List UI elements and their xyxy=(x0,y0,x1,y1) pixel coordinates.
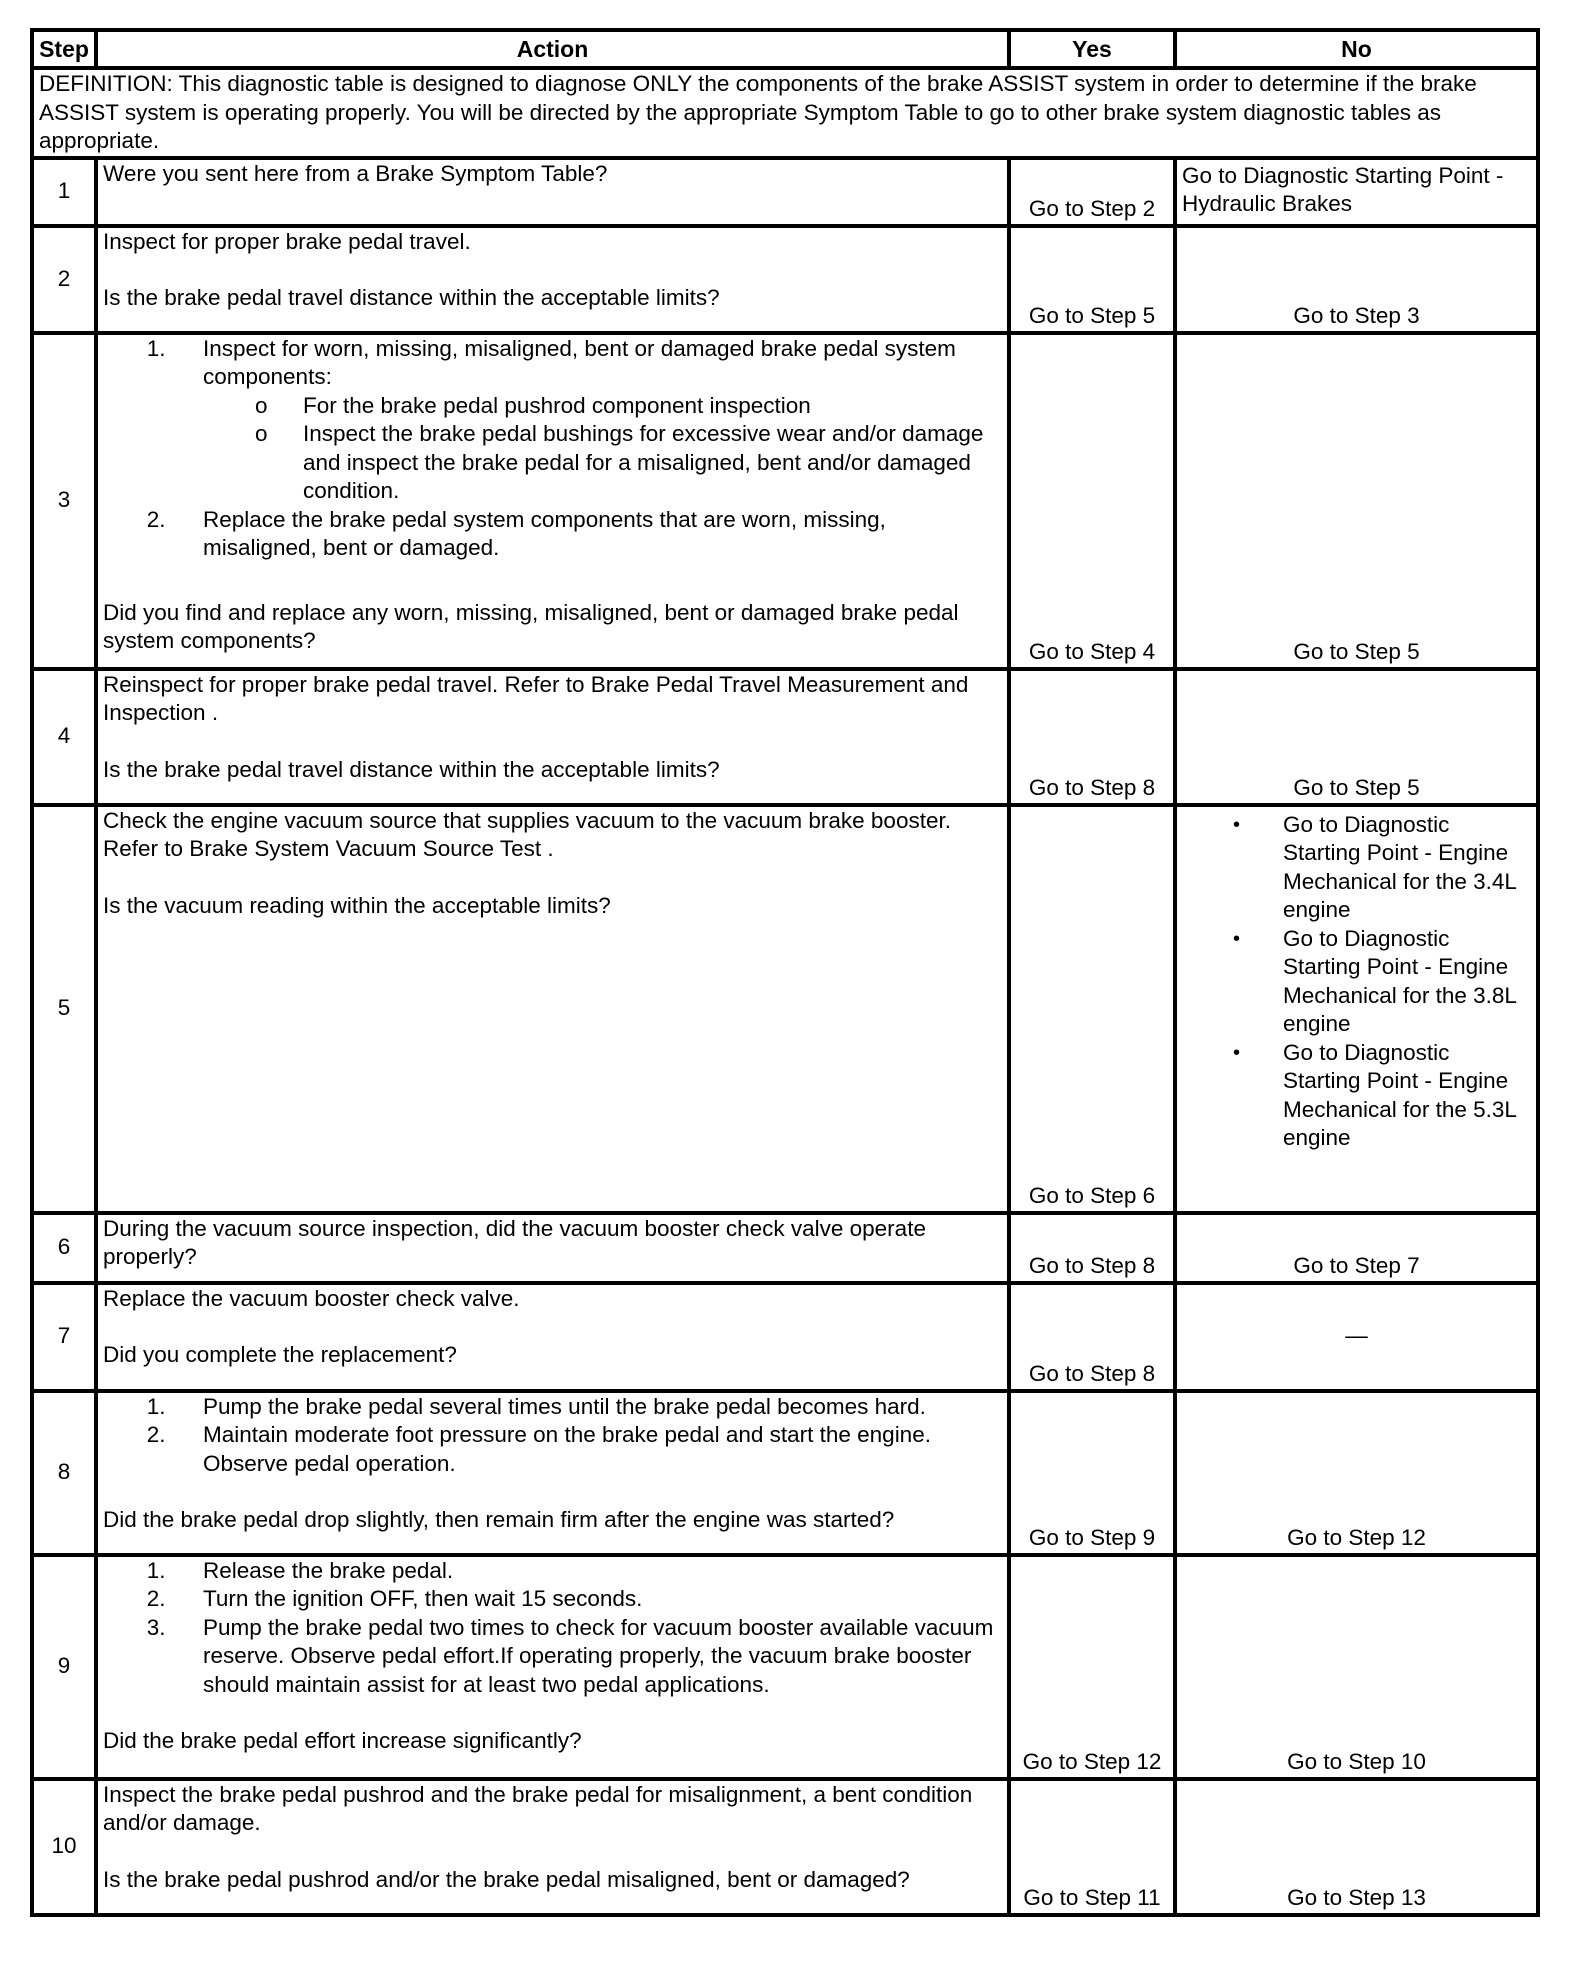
table-row xyxy=(32,805,1538,1213)
yes-cell: Go to Step 11 xyxy=(1009,1779,1175,1915)
action-cell xyxy=(96,158,1009,226)
question-text: Is the brake pedal travel distance within the acceptable limits? xyxy=(103,285,720,310)
action-text: Check the engine vacuum source that supplies vacuum to the vacuum brake booster. Refer to Brake System Vacuum Source Test . xyxy=(103,807,951,861)
action-text: Inspect the brake pedal pushrod and the brake pedal for misalignment, a bent condition and/or damage. xyxy=(103,1781,973,1835)
list-item: • Go to Diagnostic Starting Point - Engine Mechanical for the 5.3L engine xyxy=(1233,1039,1517,1150)
no-cell: Go to Step 13 xyxy=(1175,1779,1538,1915)
yes-cell: Go to Step 8 xyxy=(1009,1283,1175,1391)
step-number: 8 xyxy=(32,1391,96,1555)
yes-cell: Go to Step 9 xyxy=(1009,1391,1175,1555)
question-text: During the vacuum source inspection, did the vacuum booster check valve operate properly? xyxy=(103,1215,926,1269)
sub-list-item: o For the brake pedal pushrod component inspection xyxy=(303,392,1002,421)
action-text: Replace the vacuum booster check valve. xyxy=(103,1285,520,1311)
no-cell xyxy=(1175,805,1538,1213)
step-number: 2 xyxy=(32,226,96,333)
yes-cell: Go to Step 5 xyxy=(1009,226,1175,333)
no-cell: — xyxy=(1175,1283,1538,1391)
question-text: Did you find and replace any worn, missing, misaligned, bent or damaged brake pedal system components? xyxy=(103,599,959,653)
question-text: Is the vacuum reading within the acceptable limits? xyxy=(103,892,611,918)
action-text: Reinspect for proper brake pedal travel. Refer to Brake Pedal Travel Measurement and Inspection . xyxy=(103,671,969,725)
no-cell: Go to Step 3 xyxy=(1175,226,1538,333)
definition-row xyxy=(32,68,1538,158)
numbered-list xyxy=(103,1393,1002,1479)
definition-text: DEFINITION: This diagnostic table is designed to diagnose ONLY the components of the brake ASSIST system in order to determine if the brake ASSIST system is operating properly. You will be directed by the appropriate Symptom Table to go to other brake system diagnostic tables as appropriate. xyxy=(32,68,1538,158)
yes-cell: Go to Step 8 xyxy=(1009,669,1175,805)
table-row xyxy=(32,333,1538,669)
step-number: 3 xyxy=(32,333,96,669)
action-cell xyxy=(96,805,1009,1213)
diagnostic-table xyxy=(30,28,1540,1917)
list-item: 2. Maintain moderate foot pressure on the brake pedal and start the engine. Observe pedal operation. xyxy=(203,1421,1002,1478)
table-row xyxy=(32,158,1538,226)
list-item: 2. Replace the brake pedal system components that are worn, missing, misaligned, bent or damaged. xyxy=(203,506,1002,563)
header-yes: Yes xyxy=(1009,30,1175,68)
table-row xyxy=(32,1283,1538,1391)
bullet-icon: • xyxy=(1233,927,1241,950)
no-cell: Go to Step 7 xyxy=(1175,1213,1538,1283)
no-cell: Go to Step 10 xyxy=(1175,1555,1538,1779)
step-number: 5 xyxy=(32,805,96,1213)
action-cell xyxy=(96,669,1009,805)
yes-cell: Go to Step 4 xyxy=(1009,333,1175,669)
table-row xyxy=(32,669,1538,805)
list-item: • Go to Diagnostic Starting Point - Engine Mechanical for the 3.4L engine xyxy=(1233,811,1517,922)
table-row xyxy=(32,1779,1538,1915)
step-number: 7 xyxy=(32,1283,96,1391)
yes-cell: Go to Step 8 xyxy=(1009,1213,1175,1283)
circle-bullet-icon: o xyxy=(255,421,268,446)
action-cell xyxy=(96,1555,1009,1779)
no-cell: Go to Step 5 xyxy=(1175,669,1538,805)
yes-cell: Go to Step 12 xyxy=(1009,1555,1175,1779)
numbered-list xyxy=(103,1557,1002,1700)
numbered-list xyxy=(103,335,1002,563)
step-number: 10 xyxy=(32,1779,96,1915)
header-no: No xyxy=(1175,30,1538,68)
sub-list xyxy=(203,392,1002,506)
table-row xyxy=(32,1555,1538,1779)
action-cell xyxy=(96,333,1009,669)
table-row xyxy=(32,226,1538,333)
list-item: 2. Turn the ignition OFF, then wait 15 seconds. xyxy=(203,1585,1002,1614)
question-text: Did the brake pedal drop slightly, then remain firm after the engine was started? xyxy=(103,1507,895,1532)
bullet-icon: • xyxy=(1233,1041,1241,1064)
no-options-list xyxy=(1182,811,1531,1153)
no-cell: Go to Step 12 xyxy=(1175,1391,1538,1555)
action-cell xyxy=(96,226,1009,333)
question-text: Did the brake pedal effort increase significantly? xyxy=(103,1728,582,1753)
circle-bullet-icon: o xyxy=(255,392,268,418)
list-item: 1. Pump the brake pedal several times until the brake pedal becomes hard. xyxy=(203,1393,1002,1422)
action-cell xyxy=(96,1391,1009,1555)
question-text: Were you sent here from a Brake Symptom Table? xyxy=(103,160,608,186)
question-text: Is the brake pedal pushrod and/or the brake pedal misaligned, bent or damaged? xyxy=(103,1866,910,1892)
no-cell: Go to Step 5 xyxy=(1175,333,1538,669)
step-number: 9 xyxy=(32,1555,96,1779)
bullet-icon: • xyxy=(1233,813,1241,836)
list-item: • Go to Diagnostic Starting Point - Engine Mechanical for the 3.8L engine xyxy=(1233,925,1517,1036)
action-cell xyxy=(96,1779,1009,1915)
table-row xyxy=(32,1391,1538,1555)
step-number: 4 xyxy=(32,669,96,805)
question-text: Did you complete the replacement? xyxy=(103,1342,457,1367)
yes-cell: Go to Step 6 xyxy=(1009,805,1175,1213)
sub-list-item: o Inspect the brake pedal bushings for excessive wear and/or damage and inspect the brake pedal for a misaligned, bent and/or damaged condition. xyxy=(255,421,984,503)
action-cell xyxy=(96,1213,1009,1283)
question-text: Is the brake pedal travel distance within the acceptable limits? xyxy=(103,756,720,782)
header-step: Step xyxy=(32,30,96,68)
list-item: 3. Pump the brake pedal two times to check for vacuum booster available vacuum reserve. Observe pedal effort.If operating properly, the vacuum brake booster should maintain assist for at least two pedal applications. xyxy=(203,1614,1002,1700)
yes-cell: Go to Step 2 xyxy=(1009,158,1175,226)
no-cell: Go to Diagnostic Starting Point - Hydraulic Brakes xyxy=(1175,158,1538,226)
action-cell xyxy=(96,1283,1009,1391)
header-row xyxy=(32,30,1538,68)
list-item: 1. Inspect for worn, missing, misaligned, bent or damaged brake pedal system components: o For the brake pedal pushrod component inspection o Inspect the brake pedal bushings for excessive wear and/or damage and inspect the brake pedal for a misaligned, bent and/or damaged condition. xyxy=(203,335,1002,506)
step-number: 6 xyxy=(32,1213,96,1283)
step-number: 1 xyxy=(32,158,96,226)
list-item: 1. Release the brake pedal. xyxy=(203,1557,1002,1586)
header-action: Action xyxy=(96,30,1009,68)
table-row xyxy=(32,1213,1538,1283)
action-text: Inspect for proper brake pedal travel. xyxy=(103,228,471,254)
